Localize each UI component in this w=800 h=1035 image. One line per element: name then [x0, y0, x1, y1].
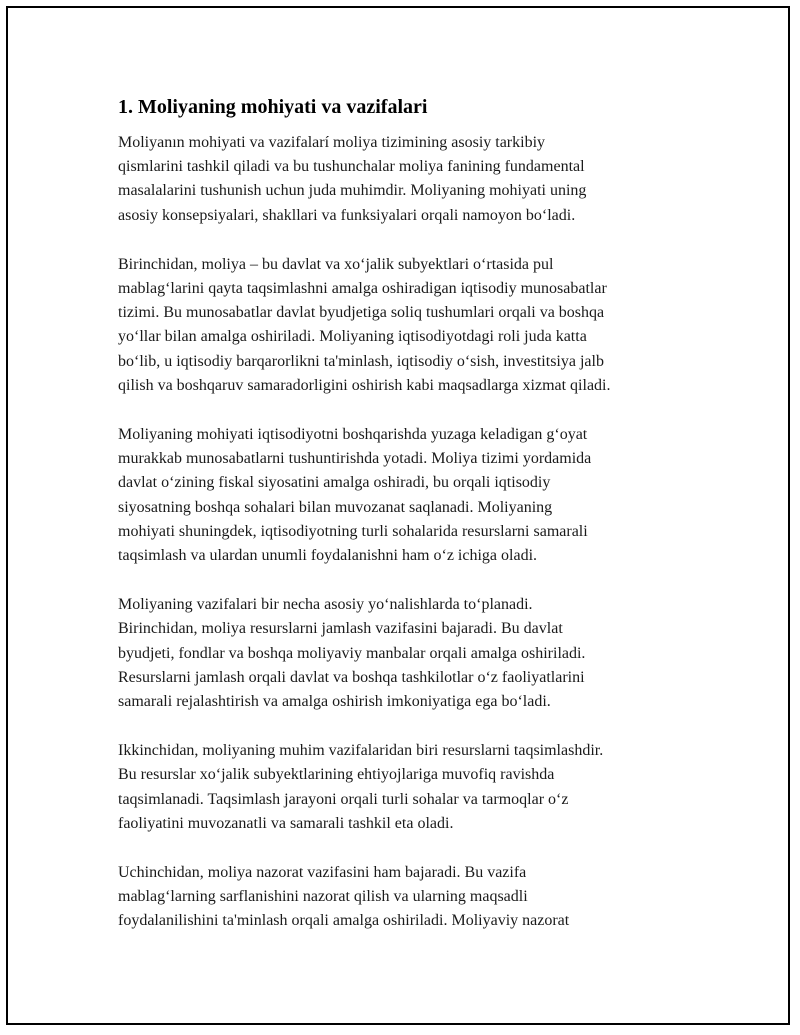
paragraph-line: Resurslarni jamlash orqali davlat va boshqa tashkilotlar o‘z faoliyatlarini — [118, 668, 585, 686]
paragraph-line: taqsimlash va ulardan unumli foydalanishni ham o‘z ichiga oladi. — [118, 547, 538, 565]
document-body — [118, 94, 718, 959]
paragraph-line: mablag‘larini qayta taqsimlashni amalga oshiradigan iqtisodiy munosabatlar — [118, 280, 607, 298]
paragraph-line: Moliyaning vazifalari bir necha asosiy yo‘nalishlarda to‘planadi. — [118, 596, 533, 614]
paragraph-line: byudjeti, fondlar va boshqa moliyaviy manbalar orqali amalga oshiriladi. — [118, 644, 586, 662]
paragraph-line: Ikkinchidan, moliyaning muhim vazifalaridan biri resurslarni taqsimlashdir. — [118, 742, 604, 760]
paragraph-1 — [118, 131, 718, 228]
paragraph-line: masalalarini tushunish uchun juda muhimdir. Moliyaning mohiyati uning — [118, 182, 587, 200]
paragraph-line: yo‘llar bilan amalga oshiriladi. Moliyaning iqtisodiyotdagi roli juda katta — [118, 328, 587, 346]
paragraph-line: qilish va boshqaruv samaradorligini oshirish kabi maqsadlarga xizmat qiladi. — [118, 376, 611, 394]
paragraph-line: samarali rejalashtirish va amalga oshirish imkoniyatiga ega bo‘ladi. — [118, 693, 551, 711]
paragraph-line: tizimi. Bu munosabatlar davlat byudjetiga soliq tushumlari orqali va boshqa — [118, 304, 605, 322]
paragraph-line: faoliyatini muvozanatli va samarali tashkil eta oladi. — [118, 814, 454, 832]
paragraph-line: mablag‘larning sarflanishini nazorat qilish va ularning maqsadli — [118, 888, 528, 906]
paragraph-line: Uchinchidan, moliya nazorat vazifasini ham bajaradi. Bu vazifa — [118, 864, 527, 882]
paragraph-line: Moliyaning mohiyati iqtisodiyotni boshqarishda yuzaga keladigan g‘oyat — [118, 426, 588, 444]
section-title: 1. Moliyaning mohiyati va vazifalari — [118, 96, 428, 118]
paragraph-5 — [118, 739, 718, 836]
paragraph-4 — [118, 593, 718, 714]
paragraph-6 — [118, 861, 718, 934]
paragraph-line: Birinchidan, moliya resurslarni jamlash vazifasini bajaradi. Bu davlat — [118, 620, 563, 638]
paragraph-2 — [118, 253, 718, 398]
paragraph-line: davlat o‘zining fiskal siyosatini amalga oshiradi, bu orqali iqtisodiy — [118, 474, 551, 492]
paragraph-line: Moliyanın mohiyati va vazifalarí moliya tizimining asosiy tarkibiy — [118, 134, 546, 151]
paragraph-line: Birinchidan, moliya – bu davlat va xo‘jalik subyektlari o‘rtasida pul — [118, 255, 554, 273]
paragraph-line: foydalanilishini ta'minlash orqali amalga oshiriladi. Moliyaviy nazorat — [118, 912, 570, 930]
paragraph-line: siyosatning boshqa sohalari bilan muvozanat saqlanadi. Moliyaning — [118, 498, 553, 516]
paragraph-3 — [118, 423, 718, 568]
paragraph-line: qismlarini tashkil qiladi va bu tushunchalar moliya fanining fundamental — [118, 158, 585, 176]
paragraph-line: bo‘lib, u iqtisodiy barqarorlikni ta'minlash, iqtisodiy o‘sish, investitsiya jalb — [118, 352, 604, 370]
paragraph-line: asosiy konsepsiyalari, shakllari va funksiyalari orqali namoyon bo‘ladi. — [118, 206, 576, 224]
paragraph-line: mohiyati shuningdek, iqtisodiyotning turli sohalarida resurslarni samarali — [118, 522, 588, 540]
paragraph-line: Bu resurslar xo‘jalik subyektlarining ehtiyojlariga muvofiq ravishda — [118, 766, 555, 784]
paragraph-line: taqsimlanadi. Taqsimlash jarayoni orqali turli sohalar va tarmoqlar o‘z — [118, 790, 569, 808]
paragraph-line: murakkab munosabatlarni tushuntirishda yotadi. Moliya tizimi yordamida — [118, 450, 592, 468]
